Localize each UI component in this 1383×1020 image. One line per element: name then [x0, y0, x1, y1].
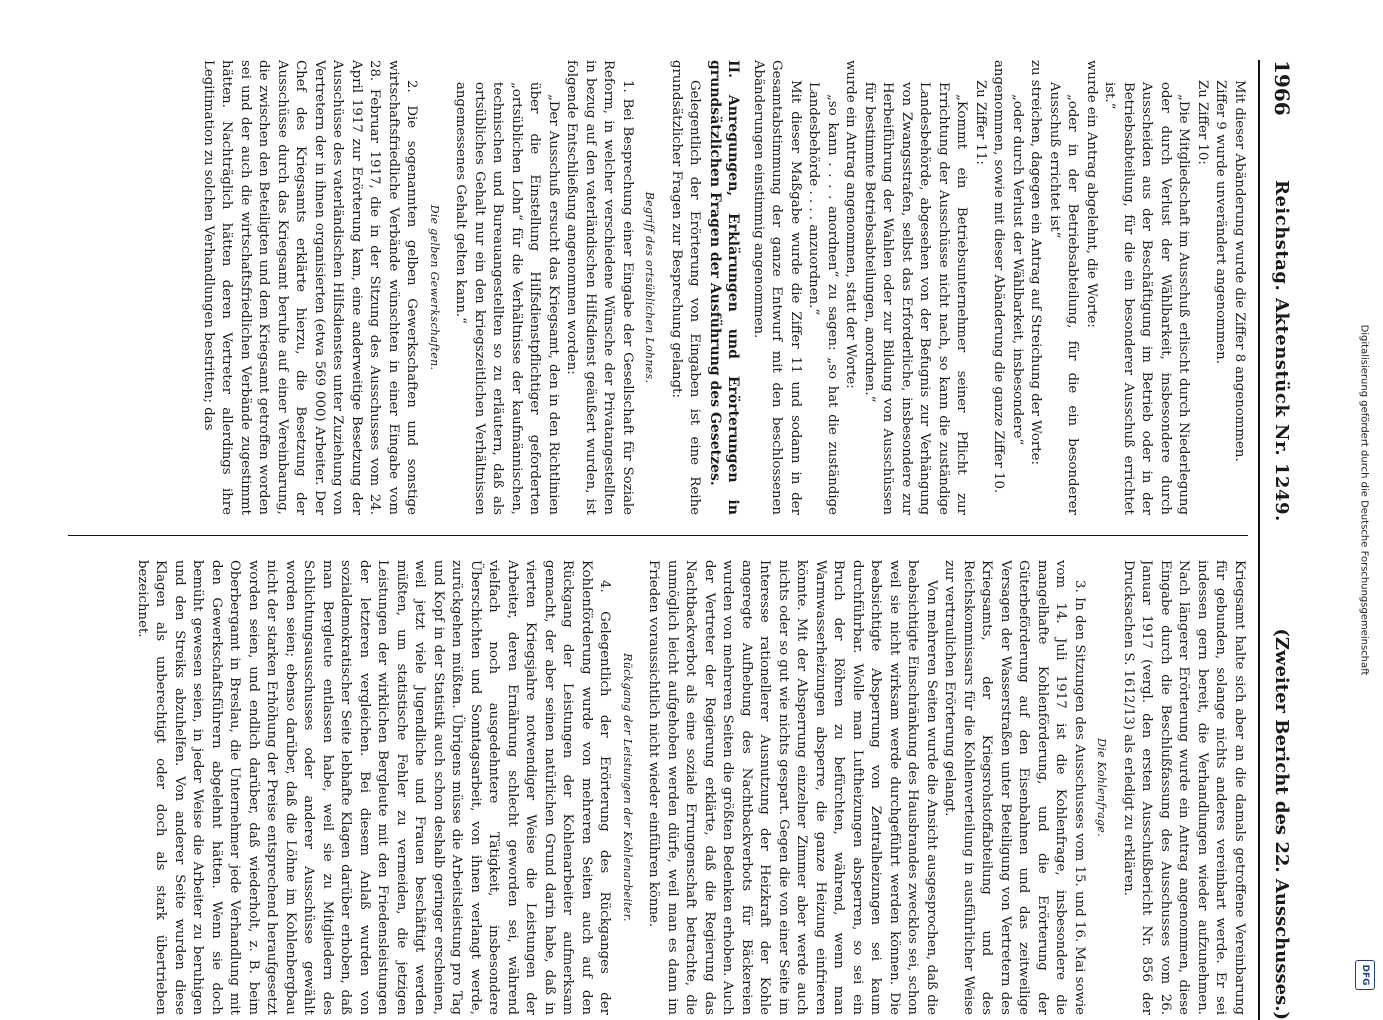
document-page: [60, 60, 1300, 1020]
paragraph: 3. In den Sitzungen des Ausschusses vom 15. und 16. Mai sowie vom 14. Juli 1917 ist die Kohlenfrage, insbesondere die mangelhafte Kohlenförderung, und die Erörterung der Güterbeförderung auf den Eisenbahnen und das zeitweilige Versagen der Wasserstraßen unter Beteiligung von Vertretern des Kriegsamts, der Kriegsrohstoffabteilung und des Reichskommissars für die Kohlenverteilung in ausführlicher Weise zur vertraulichen Erörterung gelangt.: [942, 560, 1087, 1015]
quotation: „oder in der Betriebsabteilung, für die ein besonderer Ausschuß errichtet ist“: [1047, 82, 1081, 515]
paragraph: Mit dieser Maßgabe wurde die Ziffer 11 und sodann in der Gesamtabstimmung der ganze Entwurf mit den beschlossenen Abänderungen einstimmig angenommen.: [751, 60, 803, 515]
paragraph: zu streichen, dagegen ein Antrag auf Streichung der Worte:: [1028, 60, 1044, 466]
right-column: [68, 560, 1248, 1015]
paragraph: Von mehreren Seiten wurde die Ansicht ausgesprochen, daß die beabsichtigte Einschränkung des Hausbrandes zwecklos sei, schon weil sie nicht wirksam werde durchgeführt werden können. Die beabsichtigte Absperrung von Zentralheizungen sei kaum durchführbar. Wolle man Luftheizungen absperren, so sei ein Bruch der Röhren zu befürchten, während, wenn man Warmwasserheizungen absperre, die ganze Heizung einfrieren könnte. Mit der Absperrung einzelner Zimmer aber werde auch nichts oder so gut wie nichts gespart. Gegen die von einer Seite im Interesse rationellerer Ausnutzung der Heizkraft der Kohle angeregte Aufhebung des Nachtbackverbots für Bäckereien wurden von mehreren Seiten die größten Bedenken erhoben. Auch der Vertreter der Regierung erklärte, daß die Regierung das Nachtbackverbot als eine soziale Errungenschaft betrachte, die unmöglich leicht aufgehoben werden dürfe, weil man es dann im Frieden voraussichtlich nicht wieder einführen könne.: [646, 560, 939, 1015]
quotation: „Die Mitgliedschaft im Ausschuß erlischt durch Niederlegung oder durch Verlust der Wählbarkeit, insbesondere durch Ausscheiden aus der Beschäftigung im Betrieb oder in der Betriebsabteilung, für die ein besonderer Ausschuß errichtet ist.“: [1102, 82, 1192, 515]
paragraph: angenommen, sowie mit dieser Abänderung die ganze Ziffer 10.: [991, 60, 1007, 494]
page-header: [1258, 60, 1300, 1020]
paragraph: 1. Bei Besprechung einer Eingabe der Gesellschaft für Soziale Reform, in welcher verschiedene Wünsche der Privatangestellten in bezug auf den vaterländischen Hilfsdienst geäußert wurden, ist folgende Entschließung angenommen worden:: [564, 60, 635, 515]
side-heading: Die Kohlenfrage.: [1095, 738, 1109, 837]
paragraph: wurde ein Antrag angenommen, statt der Worte:: [843, 60, 859, 389]
side-heading: Begriff des ortsüblichen Lohnes.: [643, 191, 657, 384]
quotation: „so kann . . . . anordnen“ zu sagen: „so hat die zuständige Landesbehörde . . . . anzuordnen.“: [806, 82, 840, 515]
paragraph: Zu Ziffer 11:: [973, 80, 988, 165]
page-title: Reichstag. Aktenstück Nr. 1249.: [1271, 180, 1292, 522]
funding-sidebar: [1345, 0, 1383, 1000]
quotation: „Kommt ein Betriebsunternehmer seiner Pflicht zur Errichtung der Ausschüsse nicht nach, so kann die zuständige Landesbehörde, abgesehen von der Befugnis zur Verhängung von Zwangsstrafen, selbst das Erforderliche, insbesondere zur Herbeiführung der Wahlen oder zur Bildung von Ausschüssen für bestimmte Betriebsabteilungen, anordnen.“: [862, 82, 970, 515]
paragraph: Mit dieser Abänderung wurde die Ziffer 8 angenommen.: [1232, 80, 1247, 462]
paragraph: wurde ein Antrag abgelehnt, die Worte:: [1084, 60, 1099, 328]
section-heading: II. Anregungen, Erklärungen und Erörterungen in grundsätzlichen Fragen der Ausführung des Gesetzes.: [707, 60, 742, 515]
paragraph: Gelegentlich der Erörterung von Eingaben ist eine Reihe grundsätzlicher Fragen zur Besprechung gelangt:: [669, 60, 703, 515]
left-column: [68, 60, 1248, 515]
paragraph: Zu Ziffer 10:: [1195, 80, 1210, 165]
page-number: 1966: [1270, 60, 1294, 116]
paragraph: Ziffer 9 wurde unverändert angenommen.: [1213, 80, 1229, 364]
quotation: „oder durch Verlust der Wählbarkeit, insbesondere“: [1010, 94, 1025, 446]
column-divider: [68, 535, 1248, 536]
dfg-logo-icon: DFG: [1355, 960, 1375, 990]
side-heading: Die gelben Gewerkschaften.: [428, 204, 441, 371]
paragraph: Kriegsamt halte sich aber an die damals getroffene Vereinbarung für gebunden, solange nichts anderes vereinbart werde. Er sei indessen gern bereit, die Verhandlungen wieder aufzunehmen. Nach längerer Erörterung wurde ein Antrag angenommen, diese Eingabe durch die Beschlußfassung des Ausschusses vom 26. Januar 1917 (vergl. den ersten Ausschußbericht Nr. 856 der Drucksachen S. 1612/13) als erledigt zu erklären.: [1121, 560, 1247, 1015]
funding-caption: Digitalisierung gefördert durch die Deutsche Forschungsgemeinschaft: [1358, 324, 1370, 676]
paragraph: 2. Die sogenannten gelben Gewerkschaften und sonstige wirtschaftsfriedliche Verbände wünschten in einer Eingabe vom 28. Februar 1917, die in der Sitzung des Ausschusses vom 24. April 1917 zur Erörterung kam, eine anderweitige Besetzung der Ausschüsse des vaterländischen Hilfsdienstes unter Zuziehung von Vertretern der in ihnen organisierten (etwa 569 000) Arbeiter. Der Chef des Kriegsamts erklärte hierzu, die Besetzung der Ausschüsse durch das Kriegsamt beruhe auf einer Vereinbarung, die zwischen den Beteiligten und dem Kriegsamt getroffen worden sei und der auch die wirtschaftsfriedlichen Verbände zugestimmt hätten. Nachträglich hätten deren Vertreter allerdings ihre Legitimation zu solchen Verhandlungen bestritten; das: [201, 60, 420, 515]
side-heading: Rückgang der Leistungen der Kohlenarbeiter.: [621, 653, 634, 922]
quotation: „Der Ausschuß ersucht das Kriegsamt, den in den Richtlinien über die Einstellung Hilfsdienstpflichtiger geforderten „ortsüblichen Lohn“ für die Verhältnisse der kaufmännischen, technischen und Bureauangestellten so zu erläutern, daß als ortsübliches Gehalt nur ein den kriegszeitlichen Verhältnissen angemessenes Gehalt gelten kann.“: [453, 82, 561, 515]
paragraph: 4. Gelegentlich der Erörterung des Rückganges der Kohlenförderung wurde von mehreren Seiten auch auf den Rückgang der Leistungen der Kohlenarbeiter aufmerksam gemacht, der aber seinen natürlichen Grund darin habe, daß in vierten Kriegsjahre notwendiger Weise die Leistungen der Arbeiter, deren Ernährung schlecht geworden sei, während vielfach noch ausgedehntere Tätigkeit, insbesondere Überschichten und Sonntagsarbeit, von ihnen verlangt werde, zurückgehen müßten. Übrigens müsse die Arbeitsleistung pro Tag und Kopf in der Statistik auch schon deshalb geringer erscheinen, weil jetzt viele Jugendliche und Frauen beschäftigt werden müßten, um statistische Fehler zu vermeiden, die jetzigen Leistungen der wirklichen Bergleute mit den Friedensleistungen der letzteren vergleichen. Bei diesem Anlaß wurden von sozialdemokratischer Seite lebhafte Klagen darüber erhoben, daß man Bergleute entlassen habe, weil sie zu Mitgliedern des Schlichtungsausschusses oder anderer Ausschüsse gewählt worden seien; ebenso darüber, daß die Löhne im Kohlenbergbau nicht der starken Erhöhung der Preise entsprechend heraufgesetzt worden seien, und endlich darüber, daß wiederholt, z. B. beim Oberbergamt in Breslau, die Unternehmer jede Verhandlung mit den Gewerkschaftsführern abgelehnt hätten. Wenn sie doch bemüht gewesen seien, in jeder Weise die Arbeiter zu beruhigen und den Streiks abzuhelfen. Von anderer Seite wurden diese Klagen als unberechtigt oder doch als stark übertrieben bezeichnet.: [135, 560, 613, 1015]
page-subtitle: (Zweiter Bericht des 22. Ausschusses.): [1271, 628, 1292, 1020]
